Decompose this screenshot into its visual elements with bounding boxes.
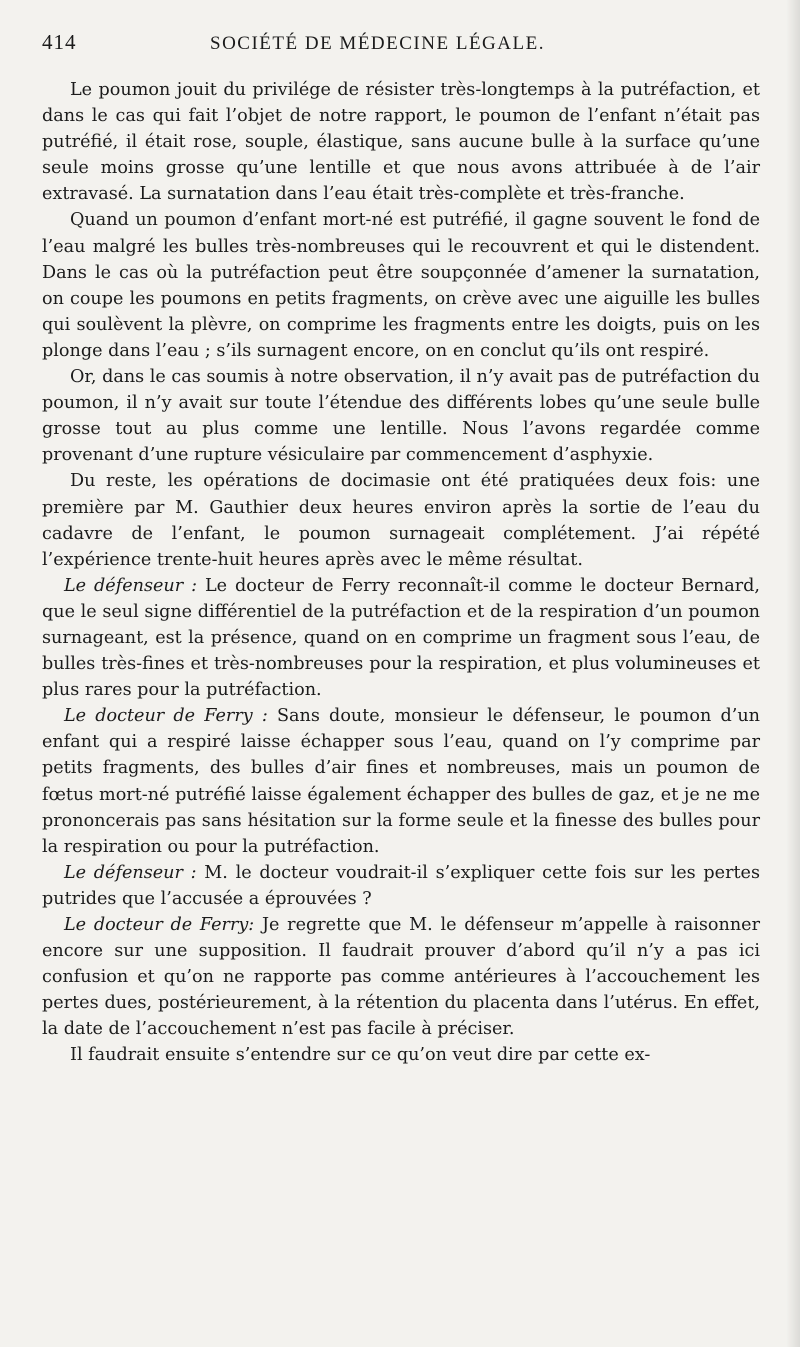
page-number: 414 — [42, 30, 77, 54]
paragraph-3: Or, dans le cas soumis à notre observation, il n’y avait pas de putréfaction du poumon, il n’y avait sur toute l’étendue des différents lobes qu’une seule bulle grosse tout au plus comme une lentille. Nous l’avons regardée comme provenant d’une rupture vésiculaire par commencement d’asphyxie. — [42, 367, 760, 466]
dialogue-text: Je regrette que M. le défenseur m’appelle à raisonner encore sur une supposition. Il faudrait prouver d’abord qu’il n’y a pas ici confusion et qu’on ne rapporte pas comme antérieures à l’accouchement les pertes dues, postérieurement, à la rétention du placenta dans l’utérus. En effet, la date de l’accouchement n’est pas facile à préciser. — [42, 915, 761, 1040]
dialogue-doctor-2 — [42, 912, 760, 1042]
dialogue-text: Le docteur de Ferry reconnaît-il comme le docteur Bernard, que le seul signe différentiel de la putréfaction et de la respiration d’un poumon surnageant, est la présence, quand on en comprime un fragment sous l’eau, de bulles très-fines et très-nombreuses pour la respiration, et plus volumineuses et plus rares pour la putréfaction. — [42, 575, 760, 701]
dialogue-doctor-1 — [42, 703, 760, 860]
speaker-label-doctor: Le docteur de Ferry: — [64, 915, 255, 935]
paragraph-2: Quand un poumon d’enfant mort-né est putréfié, il gagne souvent le fond de l’eau malgré les bulles très-nombreuses qui le recouvrent et qui le distendent. Dans le cas où la putréfaction peut être soupçonnée d’amener la surnatation, on coupe les poumons en petits fragments, on crève avec une aiguille les bulles qui soulèvent la plèvre, on comprime les fragments entre les doigts, puis on les plonge dans l’eau ; s’ils surnagent encore, on en conclut qu’ils ont respiré. — [42, 210, 760, 361]
running-header — [42, 30, 760, 55]
speaker-label-defender: Le défenseur : — [64, 575, 198, 596]
paragraph-1: Le poumon jouit du privilége de résister très-longtemps à la putréfaction, et dans le cas qui fait l’objet de notre rapport, le poumon de l’enfant n’était pas putréfié, il était rose, souple, élastique, sans aucune bulle à la surface qu’une seule moins grosse qu’une lentille et que nous avons attribuée à de l’air extravasé. La surnatation dans l’eau était très-complète et très-franche. — [42, 80, 760, 205]
dialogue-text: M. le docteur voudrait-il s’expliquer cette fois sur les pertes putrides que l’accusée a éprouvées ? — [42, 862, 761, 909]
paragraph-final: Il faudrait ensuite s’entendre sur ce qu’on veut dire par cette ex- — [70, 1045, 651, 1066]
dialogue-text: Sans doute, monsieur le défenseur, le poumon d’un enfant qui a respiré laisse échapper sous l’eau, quand on l’y comprime par petits fragments, des bulles d’air fines et nombreuses, mais un poumon de fœtus mort-né putréfié laisse également échapper des bulles de gaz, et je ne me prononcerais pas sans hésitation sur la forme seule et la finesse des bulles pour la respiration ou pour la putréfaction. — [42, 706, 760, 857]
speaker-label-defender: Le défenseur : — [64, 862, 197, 883]
paragraph-4: Du reste, les opérations de docimasie ont été pratiquées deux fois: une première par M. Gauthier deux heures environ après la sortie de l’eau du cadavre de l’enfant, le poumon surnageait complétement. J’ai répété l’expérience trente-huit heures après avec le même résultat. — [42, 471, 760, 570]
speaker-label-doctor: Le docteur de Ferry : — [64, 706, 268, 727]
dialogue-defender-1 — [42, 573, 760, 703]
running-title: SOCIÉTÉ DE MÉDECINE LÉGALE. — [210, 33, 545, 54]
page-body — [42, 77, 760, 1069]
dialogue-defender-2 — [42, 860, 760, 912]
page-edge-shadow — [786, 0, 800, 1347]
